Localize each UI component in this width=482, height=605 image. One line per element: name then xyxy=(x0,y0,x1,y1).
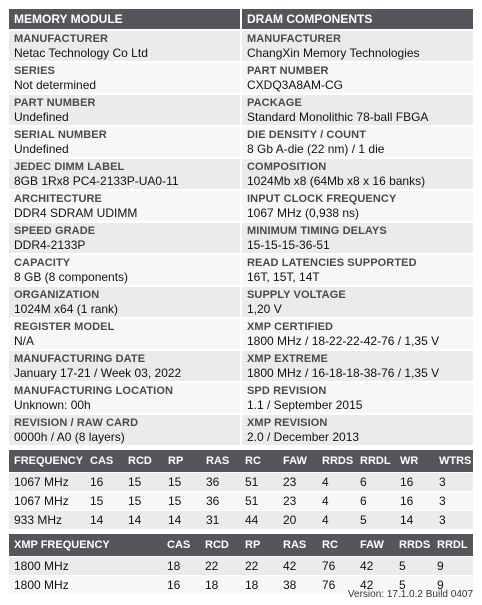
table-cell: 38 xyxy=(278,576,317,595)
spec-field xyxy=(9,63,240,93)
spec-field-value: Netac Technology Co Ltd xyxy=(14,46,148,60)
spec-field-label: COMPOSITION xyxy=(247,161,327,173)
table-cell: 3 xyxy=(434,473,473,492)
dram-components-column xyxy=(242,9,473,445)
spec-field-value: 8 GB (8 components) xyxy=(14,270,129,284)
spec-field-value: Not determined xyxy=(14,78,97,92)
table-cell: 51 xyxy=(240,492,278,511)
spec-field xyxy=(9,319,240,349)
table-cell: 36 xyxy=(201,492,240,511)
column-header: RCD xyxy=(200,534,240,557)
frequency-timing-table xyxy=(9,450,473,529)
spec-field-value: 16T, 15T, 14T xyxy=(247,270,320,284)
table-row xyxy=(9,492,473,511)
spec-field-label: JEDEC DIMM LABEL xyxy=(14,161,125,173)
table-cell: 23 xyxy=(278,492,317,511)
spec-field-label: CAPACITY xyxy=(14,257,71,269)
spec-field-label: MANUFACTURING DATE xyxy=(14,353,146,365)
table-cell: 15 xyxy=(163,492,201,511)
spec-field-label: SERIES xyxy=(14,65,55,77)
table-row xyxy=(9,473,473,492)
spec-field xyxy=(9,415,240,445)
table-cell: 3 xyxy=(434,492,473,511)
spec-field xyxy=(242,31,473,61)
spec-field xyxy=(242,415,473,445)
column-header: RP xyxy=(240,534,278,557)
table-cell: 15 xyxy=(123,492,163,511)
table-cell: 76 xyxy=(317,576,355,595)
table-cell: 1800 MHz xyxy=(9,557,162,576)
spec-field xyxy=(9,351,240,381)
column-header: RRDS xyxy=(394,534,432,557)
column-header: RC xyxy=(240,450,278,473)
table-cell: 933 MHz xyxy=(9,511,85,530)
spec-field-value: Unknown: 00h xyxy=(14,398,91,412)
spec-field-value: Undefined xyxy=(14,110,69,124)
table-cell: 18 xyxy=(200,576,240,595)
column-header: CAS xyxy=(162,534,200,557)
spec-field-value: DDR4-2133P xyxy=(14,238,86,252)
column-header: RRDL xyxy=(355,450,395,473)
spec-field-label: MANUFACTURER xyxy=(14,33,109,45)
table-cell: 6 xyxy=(355,492,395,511)
table-cell: 14 xyxy=(395,511,434,530)
xmp-table-header xyxy=(9,534,473,557)
spec-field-value: 1024M x64 (1 rank) xyxy=(14,302,119,316)
spec-field-label: PART NUMBER xyxy=(14,97,96,109)
spec-field-label: SUPPLY VOLTAGE xyxy=(247,289,346,301)
table-cell: 76 xyxy=(317,557,355,576)
table-cell: 15 xyxy=(163,473,201,492)
column-header: FAW xyxy=(278,450,317,473)
table-cell: 9 xyxy=(432,557,473,576)
frequency-table-body xyxy=(9,473,473,530)
table-cell: 1067 MHz xyxy=(9,492,85,511)
spec-columns xyxy=(9,9,473,445)
table-cell: 4 xyxy=(317,511,355,530)
table-cell: 4 xyxy=(317,473,355,492)
table-cell: 14 xyxy=(85,511,123,530)
spec-field xyxy=(9,287,240,317)
table-cell: 1800 MHz xyxy=(9,576,162,595)
dram-components-header: DRAM COMPONENTS xyxy=(242,9,473,29)
spec-field-label: XMP REVISION xyxy=(247,417,328,429)
table-cell: 51 xyxy=(240,473,278,492)
table-cell: 42 xyxy=(355,576,394,595)
spec-field xyxy=(9,383,240,413)
table-cell: 22 xyxy=(240,557,278,576)
table-cell: 5 xyxy=(394,576,432,595)
spec-field-label: SERIAL NUMBER xyxy=(14,129,107,141)
spec-field xyxy=(242,287,473,317)
table-cell: 16 xyxy=(85,473,123,492)
table-cell: 20 xyxy=(278,511,317,530)
spec-field-value: 1,20 V xyxy=(247,302,282,316)
spec-field-value: 8GB 1Rx8 PC4-2133P-UA0-11 xyxy=(14,174,179,188)
spec-field-value: CXDQ3A8AM-CG xyxy=(247,78,344,92)
spec-field-label: XMP EXTREME xyxy=(247,353,328,365)
spec-field-value: 0000h / A0 (8 layers) xyxy=(14,430,125,444)
xmp-timing-table xyxy=(9,534,473,594)
spec-field-label: MANUFACTURER xyxy=(247,33,342,45)
spec-field-value: 1800 MHz / 18-22-22-42-76 / 1,35 V xyxy=(247,334,440,348)
spec-field-label: REGISTER MODEL xyxy=(14,321,115,333)
table-cell: 15 xyxy=(85,492,123,511)
spec-field xyxy=(9,31,240,61)
spec-field-value: DDR4 SDRAM UDIMM xyxy=(14,206,138,220)
spec-field-value: 1024Mb x8 (64Mb x8 x 16 banks) xyxy=(247,174,426,188)
table-cell: 44 xyxy=(240,511,278,530)
table-row xyxy=(9,511,473,530)
spec-field xyxy=(242,223,473,253)
version-label: Version: 17.1.0.2 Build 0407 xyxy=(347,589,473,600)
spec-field-value: 1067 MHz (0,938 ns) xyxy=(247,206,360,220)
table-cell: 5 xyxy=(355,511,395,530)
spec-field xyxy=(242,63,473,93)
spec-field-label: ARCHITECTURE xyxy=(14,193,102,205)
spec-field-label: SPD REVISION xyxy=(247,385,327,397)
spec-field xyxy=(9,191,240,221)
column-header: WR xyxy=(395,450,434,473)
table-cell: 36 xyxy=(201,473,240,492)
table-cell: 18 xyxy=(162,557,200,576)
spec-field xyxy=(9,255,240,285)
spec-field-value: 2.0 / December 2013 xyxy=(247,430,360,444)
column-header: RRDS xyxy=(317,450,355,473)
spec-field-value: N/A xyxy=(14,334,35,348)
spec-field xyxy=(242,351,473,381)
column-header: XMP FREQUENCY xyxy=(9,534,162,557)
table-cell: 22 xyxy=(200,557,240,576)
table-cell: 23 xyxy=(278,473,317,492)
spec-field-value: Standard Monolithic 78-ball FBGA xyxy=(247,110,429,124)
table-cell: 5 xyxy=(394,557,432,576)
column-header: FAW xyxy=(355,534,394,557)
spec-field-label: INPUT CLOCK FREQUENCY xyxy=(247,193,397,205)
spec-field xyxy=(9,223,240,253)
spec-field-label: MANUFACTURING LOCATION xyxy=(14,385,174,397)
table-cell: 42 xyxy=(355,557,394,576)
table-cell: 31 xyxy=(201,511,240,530)
table-cell: 16 xyxy=(162,576,200,595)
table-cell: 3 xyxy=(434,511,473,530)
column-header: RAS xyxy=(278,534,317,557)
spec-field-label: PART NUMBER xyxy=(247,65,329,77)
column-header: RRDL xyxy=(432,534,473,557)
spec-field-label: XMP CERTIFIED xyxy=(247,321,334,333)
spec-field xyxy=(242,159,473,189)
table-cell: 9 xyxy=(432,576,473,595)
table-cell: 16 xyxy=(395,473,434,492)
spec-field-label: MINIMUM TIMING DELAYS xyxy=(247,225,387,237)
spec-field xyxy=(242,319,473,349)
spec-field-label: DIE DENSITY / COUNT xyxy=(247,129,367,141)
column-header: RCD xyxy=(123,450,163,473)
frequency-table-header xyxy=(9,450,473,473)
spec-field-value: ChangXin Memory Technologies xyxy=(247,46,420,60)
table-cell: 42 xyxy=(278,557,317,576)
spec-field-value: 1.1 / September 2015 xyxy=(247,398,363,412)
table-cell: 6 xyxy=(355,473,395,492)
spec-field xyxy=(9,127,240,157)
column-header: RP xyxy=(163,450,201,473)
spec-field-label: PACKAGE xyxy=(247,97,302,109)
spec-field-value: 8 Gb A-die (22 nm) / 1 die xyxy=(247,142,385,156)
spec-field-value: 1800 MHz / 16-18-18-38-76 / 1,35 V xyxy=(247,366,440,380)
column-header: RC xyxy=(317,534,355,557)
table-row xyxy=(9,557,473,576)
memory-module-column xyxy=(9,9,240,445)
table-cell: 18 xyxy=(240,576,278,595)
table-cell: 14 xyxy=(163,511,201,530)
table-cell: 1067 MHz xyxy=(9,473,85,492)
table-cell: 14 xyxy=(123,511,163,530)
dram-components-fields xyxy=(242,31,473,445)
spec-field xyxy=(242,255,473,285)
spec-field-value: Undefined xyxy=(14,142,69,156)
spd-report xyxy=(9,9,473,594)
table-cell: 16 xyxy=(395,492,434,511)
memory-module-header: MEMORY MODULE xyxy=(9,9,240,29)
memory-module-fields xyxy=(9,31,240,445)
spec-field-label: SPEED GRADE xyxy=(14,225,96,237)
table-cell: 4 xyxy=(317,492,355,511)
table-cell: 15 xyxy=(123,473,163,492)
spec-field xyxy=(242,191,473,221)
spec-field-label: READ LATENCIES SUPPORTED xyxy=(247,257,417,269)
spec-field-value: January 17-21 / Week 03, 2022 xyxy=(14,366,182,380)
spec-field-value: 15-15-15-36-51 xyxy=(247,238,330,252)
spec-field xyxy=(9,159,240,189)
column-header: CAS xyxy=(85,450,123,473)
column-header: RAS xyxy=(201,450,240,473)
column-header: WTRS xyxy=(434,450,473,473)
spec-field-label: REVISION / RAW CARD xyxy=(14,417,139,429)
column-header: FREQUENCY xyxy=(9,450,85,473)
spec-field xyxy=(242,127,473,157)
spec-field xyxy=(242,95,473,125)
spec-field xyxy=(242,383,473,413)
spec-field-label: ORGANIZATION xyxy=(14,289,100,301)
spec-field xyxy=(9,95,240,125)
